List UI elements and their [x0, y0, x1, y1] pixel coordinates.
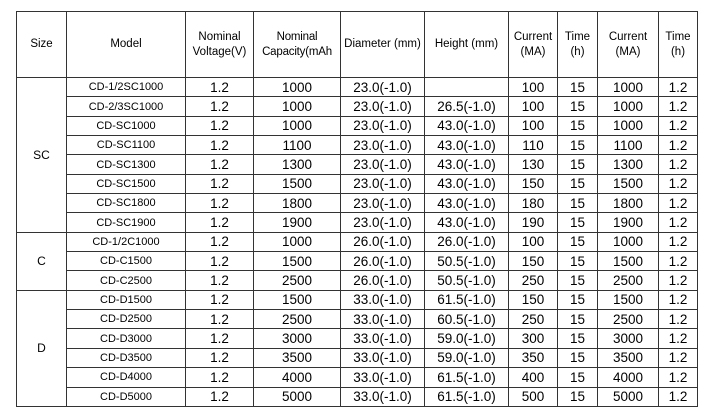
cell-diameter: 23.0(-1.0): [341, 174, 425, 193]
cell-voltage: 1.2: [186, 387, 254, 407]
header-model: Model: [67, 12, 186, 78]
cell-time-charge: 15: [558, 290, 598, 309]
cell-time-discharge: 1.2: [659, 97, 698, 116]
cell-time-charge: 15: [558, 368, 598, 387]
table-row: [17, 271, 698, 290]
cell-time-charge: 15: [558, 97, 598, 116]
cell-diameter: 23.0(-1.0): [341, 116, 425, 135]
cell-capacity: 1300: [254, 155, 341, 174]
cell-voltage: 1.2: [186, 194, 254, 213]
table-row: [17, 97, 698, 116]
cell-capacity: 1100: [254, 136, 341, 155]
cell-height: 50.5(-1.0): [425, 271, 509, 290]
cell-size-group: C: [17, 232, 67, 290]
cell-height: 43.0(-1.0): [425, 116, 509, 135]
cell-diameter: 33.0(-1.0): [341, 368, 425, 387]
cell-model: CD-SC1000: [67, 116, 186, 135]
cell-diameter: 23.0(-1.0): [341, 213, 425, 232]
cell-voltage: 1.2: [186, 213, 254, 232]
cell-time-charge: 15: [558, 136, 598, 155]
table-row: [17, 213, 698, 232]
cell-voltage: 1.2: [186, 271, 254, 290]
cell-current-charge: 500: [509, 387, 558, 407]
cell-voltage: 1.2: [186, 97, 254, 116]
cell-current-charge: 130: [509, 155, 558, 174]
table-row: [17, 387, 698, 407]
cell-model: CD-D3500: [67, 348, 186, 367]
cell-model: CD-SC1100: [67, 136, 186, 155]
table-row: [17, 174, 698, 193]
cell-current-discharge: 1000: [598, 116, 659, 135]
cell-time-discharge: 1.2: [659, 174, 698, 193]
cell-model: CD-C2500: [67, 271, 186, 290]
cell-diameter: 33.0(-1.0): [341, 387, 425, 407]
cell-current-discharge: 1500: [598, 174, 659, 193]
cell-time-charge: 15: [558, 78, 598, 97]
table-row: [17, 116, 698, 135]
cell-current-discharge: 3000: [598, 329, 659, 348]
cell-time-discharge: 1.2: [659, 252, 698, 271]
cell-model: CD-1/2SC1000: [67, 78, 186, 97]
cell-capacity: 1500: [254, 174, 341, 193]
cell-time-discharge: 1.2: [659, 348, 698, 367]
cell-voltage: 1.2: [186, 174, 254, 193]
cell-current-discharge: 1800: [598, 194, 659, 213]
cell-time-discharge: 1.2: [659, 155, 698, 174]
cell-model: CD-D2500: [67, 310, 186, 329]
cell-capacity: 1000: [254, 232, 341, 251]
cell-current-charge: 100: [509, 232, 558, 251]
cell-current-discharge: 1100: [598, 136, 659, 155]
cell-height: 43.0(-1.0): [425, 155, 509, 174]
cell-current-charge: 400: [509, 368, 558, 387]
cell-current-discharge: 2500: [598, 310, 659, 329]
cell-voltage: 1.2: [186, 348, 254, 367]
cell-current-charge: 350: [509, 348, 558, 367]
cell-current-discharge: 1000: [598, 97, 659, 116]
cell-size-group: SC: [17, 78, 67, 233]
cell-height: 50.5(-1.0): [425, 252, 509, 271]
cell-capacity: 1000: [254, 97, 341, 116]
cell-capacity: 2500: [254, 271, 341, 290]
cell-voltage: 1.2: [186, 136, 254, 155]
header-voltage: Nominal Voltage(V): [186, 12, 254, 78]
cell-height: 43.0(-1.0): [425, 136, 509, 155]
cell-current-discharge: 1500: [598, 290, 659, 309]
cell-model: CD-SC1300: [67, 155, 186, 174]
table-row: [17, 310, 698, 329]
cell-height: 43.0(-1.0): [425, 194, 509, 213]
cell-time-discharge: 1.2: [659, 116, 698, 135]
cell-current-discharge: 1000: [598, 232, 659, 251]
cell-time-discharge: 1.2: [659, 290, 698, 309]
cell-time-charge: 15: [558, 348, 598, 367]
header-current-charge: Current (MA): [509, 12, 558, 78]
cell-model: CD-D5000: [67, 387, 186, 407]
cell-height: 61.5(-1.0): [425, 290, 509, 309]
cell-current-charge: 150: [509, 174, 558, 193]
cell-voltage: 1.2: [186, 232, 254, 251]
cell-diameter: 23.0(-1.0): [341, 97, 425, 116]
cell-current-charge: 250: [509, 271, 558, 290]
cell-voltage: 1.2: [186, 116, 254, 135]
cell-time-discharge: 1.2: [659, 271, 698, 290]
cell-height: 61.5(-1.0): [425, 368, 509, 387]
header-time-charge: Time (h): [558, 12, 598, 78]
header-capacity: Nominal Capacity(mAh: [254, 12, 341, 78]
cell-current-charge: 100: [509, 97, 558, 116]
cell-height: 26.0(-1.0): [425, 232, 509, 251]
cell-time-charge: 15: [558, 252, 598, 271]
cell-capacity: 5000: [254, 387, 341, 407]
cell-time-discharge: 1.2: [659, 310, 698, 329]
cell-capacity: 1900: [254, 213, 341, 232]
cell-diameter: 33.0(-1.0): [341, 329, 425, 348]
cell-time-charge: 15: [558, 174, 598, 193]
cell-capacity: 3000: [254, 329, 341, 348]
cell-capacity: 1000: [254, 78, 341, 97]
cell-current-charge: 300: [509, 329, 558, 348]
cell-height: [425, 78, 509, 97]
cell-diameter: 33.0(-1.0): [341, 290, 425, 309]
cell-time-discharge: 1.2: [659, 232, 698, 251]
cell-model: CD-SC1900: [67, 213, 186, 232]
cell-height: 43.0(-1.0): [425, 213, 509, 232]
cell-voltage: 1.2: [186, 78, 254, 97]
cell-time-discharge: 1.2: [659, 194, 698, 213]
cell-model: CD-SC1500: [67, 174, 186, 193]
cell-capacity: 3500: [254, 348, 341, 367]
cell-time-charge: 15: [558, 194, 598, 213]
cell-current-discharge: 3500: [598, 348, 659, 367]
table-row: [17, 329, 698, 348]
cell-diameter: 33.0(-1.0): [341, 310, 425, 329]
cell-capacity: 2500: [254, 310, 341, 329]
cell-height: 59.0(-1.0): [425, 348, 509, 367]
cell-current-discharge: 1300: [598, 155, 659, 174]
cell-voltage: 1.2: [186, 329, 254, 348]
cell-model: CD-SC1800: [67, 194, 186, 213]
table-body: [17, 78, 698, 407]
cell-current-charge: 150: [509, 290, 558, 309]
cell-diameter: 23.0(-1.0): [341, 136, 425, 155]
cell-current-discharge: 2500: [598, 271, 659, 290]
cell-diameter: 23.0(-1.0): [341, 78, 425, 97]
cell-time-charge: 15: [558, 213, 598, 232]
header-time-discharge: Time (h): [659, 12, 698, 78]
cell-current-charge: 110: [509, 136, 558, 155]
cell-height: 59.0(-1.0): [425, 329, 509, 348]
cell-voltage: 1.2: [186, 310, 254, 329]
cell-current-charge: 150: [509, 252, 558, 271]
table-row: [17, 368, 698, 387]
cell-time-charge: 15: [558, 116, 598, 135]
cell-time-discharge: 1.2: [659, 387, 698, 407]
cell-voltage: 1.2: [186, 290, 254, 309]
cell-model: CD-2/3SC1000: [67, 97, 186, 116]
header-size: Size: [17, 12, 67, 78]
table-row: [17, 136, 698, 155]
cell-time-charge: 15: [558, 232, 598, 251]
cell-current-charge: 250: [509, 310, 558, 329]
cell-time-charge: 15: [558, 329, 598, 348]
cell-height: 61.5(-1.0): [425, 387, 509, 407]
cell-model: CD-1/2C1000: [67, 232, 186, 251]
table-row: [17, 194, 698, 213]
cell-size-group: D: [17, 290, 67, 406]
cell-height: 26.5(-1.0): [425, 97, 509, 116]
cell-voltage: 1.2: [186, 155, 254, 174]
cell-model: CD-C1500: [67, 252, 186, 271]
cell-height: 60.5(-1.0): [425, 310, 509, 329]
cell-current-charge: 190: [509, 213, 558, 232]
cell-capacity: 1800: [254, 194, 341, 213]
table-row: [17, 232, 698, 251]
cell-time-discharge: 1.2: [659, 329, 698, 348]
table-row: [17, 78, 698, 97]
cell-current-charge: 100: [509, 116, 558, 135]
cell-time-charge: 15: [558, 310, 598, 329]
cell-diameter: 26.0(-1.0): [341, 271, 425, 290]
cell-current-discharge: 5000: [598, 387, 659, 407]
cell-time-discharge: 1.2: [659, 368, 698, 387]
cell-current-discharge: 1900: [598, 213, 659, 232]
cell-current-charge: 100: [509, 78, 558, 97]
cell-diameter: 26.0(-1.0): [341, 252, 425, 271]
cell-diameter: 23.0(-1.0): [341, 194, 425, 213]
cell-diameter: 26.0(-1.0): [341, 232, 425, 251]
cell-capacity: 4000: [254, 368, 341, 387]
cell-diameter: 33.0(-1.0): [341, 348, 425, 367]
header-current-discharge: Current (MA): [598, 12, 659, 78]
table-row: [17, 290, 698, 309]
cell-current-discharge: 1000: [598, 78, 659, 97]
table-row: [17, 252, 698, 271]
cell-time-discharge: 1.2: [659, 78, 698, 97]
header-row: [17, 12, 698, 78]
cell-current-discharge: 4000: [598, 368, 659, 387]
cell-voltage: 1.2: [186, 252, 254, 271]
cell-time-charge: 15: [558, 271, 598, 290]
cell-model: CD-D4000: [67, 368, 186, 387]
cell-model: CD-D3000: [67, 329, 186, 348]
table-row: [17, 155, 698, 174]
cell-current-charge: 180: [509, 194, 558, 213]
cell-time-charge: 15: [558, 155, 598, 174]
cell-time-charge: 15: [558, 387, 598, 407]
header-height: Height (mm): [425, 12, 509, 78]
cell-height: 43.0(-1.0): [425, 174, 509, 193]
cell-time-discharge: 1.2: [659, 136, 698, 155]
cell-capacity: 1500: [254, 290, 341, 309]
cell-capacity: 1000: [254, 116, 341, 135]
header-diameter: Diameter (mm): [341, 12, 425, 78]
cell-capacity: 1500: [254, 252, 341, 271]
cell-voltage: 1.2: [186, 368, 254, 387]
cell-current-discharge: 1500: [598, 252, 659, 271]
battery-spec-table: [16, 11, 698, 407]
table-row: [17, 348, 698, 367]
cell-diameter: 23.0(-1.0): [341, 155, 425, 174]
cell-model: CD-D1500: [67, 290, 186, 309]
cell-time-discharge: 1.2: [659, 213, 698, 232]
